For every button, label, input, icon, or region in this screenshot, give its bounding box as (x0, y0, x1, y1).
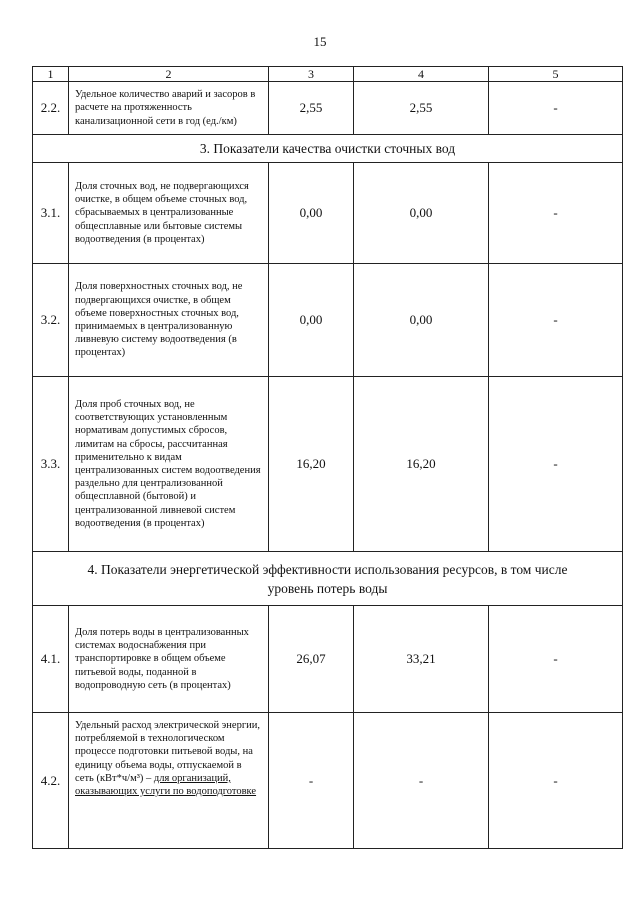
header-col-5: 5 (489, 67, 623, 82)
table-row (33, 163, 623, 264)
section-4-title-line-2: уровень потерь воды (267, 580, 388, 596)
table-row (33, 264, 623, 377)
row-value-col3: 26,07 (269, 606, 354, 713)
row-description: Доля проб сточных вод, не соответствующих установленным нормативам допустимых сбросов, лимитам на сбросы, рассчитанная применительно к видам централизованных систем водоотведения раздельно для централизованной общесплавной (бытовой) и централизованной ливневой систем водоотведения (в процентах) (69, 377, 269, 552)
row-value-col4: 0,00 (354, 264, 489, 377)
section-4-title (33, 552, 623, 606)
section-header-row (33, 135, 623, 163)
row-number: 2.2. (33, 82, 69, 135)
row-value-col4: 0,00 (354, 163, 489, 264)
row-value-col4: 33,21 (354, 606, 489, 713)
row-number: 3.3. (33, 377, 69, 552)
row-value-col5: - (489, 163, 623, 264)
indicators-table (32, 66, 623, 849)
row-value-col5: - (489, 606, 623, 713)
section-3-title: 3. Показатели качества очистки сточных вод (33, 135, 623, 163)
row-value-col3: 0,00 (269, 264, 354, 377)
row-description: Доля сточных вод, не подвергающихся очистке, в общем объеме сточных вод, сбрасываемых в централизованные общесплавные или бытовые системы водоотведения (в процентах) (69, 163, 269, 264)
row-number: 3.2. (33, 264, 69, 377)
table-row (33, 713, 623, 849)
row-value-col3: 2,55 (269, 82, 354, 135)
section-4-title-line-1: 4. Показатели энергетической эффективности использования ресурсов, в том числе (87, 561, 568, 577)
row-value-col5: - (489, 713, 623, 849)
row-value-col3: 16,20 (269, 377, 354, 552)
table-row (33, 377, 623, 552)
row-description: Доля поверхностных сточных вод, не подвергающихся очистке, в общем объеме поверхностных сточных вод, принимаемых в централизованную ливневую систему водоотведения (в процентах) (69, 264, 269, 377)
row-number: 4.2. (33, 713, 69, 849)
row-description-main: Удельный расход электрической энергии, потребляемой в технологическом процессе подготовки питьевой воды, на единицу объема воды, отпускаемой в сеть (кВт*ч/м³) – (75, 720, 261, 784)
row-value-col5: - (489, 82, 623, 135)
row-value-col5: - (489, 377, 623, 552)
header-col-3: 3 (269, 67, 354, 82)
row-value-col4: 16,20 (354, 377, 489, 552)
row-value-col4: 2,55 (354, 82, 489, 135)
header-col-1: 1 (33, 67, 69, 82)
row-description: Доля потерь воды в централизованных системах водоснабжения при транспортировке в общем объеме питьевой воды, поданной в водопроводную сеть (в процентах) (69, 606, 269, 713)
row-value-col3: - (269, 713, 354, 849)
table-row (33, 606, 623, 713)
header-col-2: 2 (69, 67, 269, 82)
page-number: 15 (313, 34, 327, 49)
row-number: 3.1. (33, 163, 69, 264)
row-value-col4: - (354, 713, 489, 849)
table-row (33, 82, 623, 135)
section-header-row (33, 552, 623, 606)
header-col-4: 4 (354, 67, 489, 82)
row-number: 4.1. (33, 606, 69, 713)
row-description-underlined: для организаций, оказывающих услуги по водоподготовке (75, 772, 257, 798)
row-description (69, 713, 269, 849)
row-description: Удельное количество аварий и засоров в расчете на протяженность канализационной сети в год (ед./км) (69, 82, 269, 135)
row-value-col5: - (489, 264, 623, 377)
table-header-row (33, 67, 623, 82)
row-value-col3: 0,00 (269, 163, 354, 264)
